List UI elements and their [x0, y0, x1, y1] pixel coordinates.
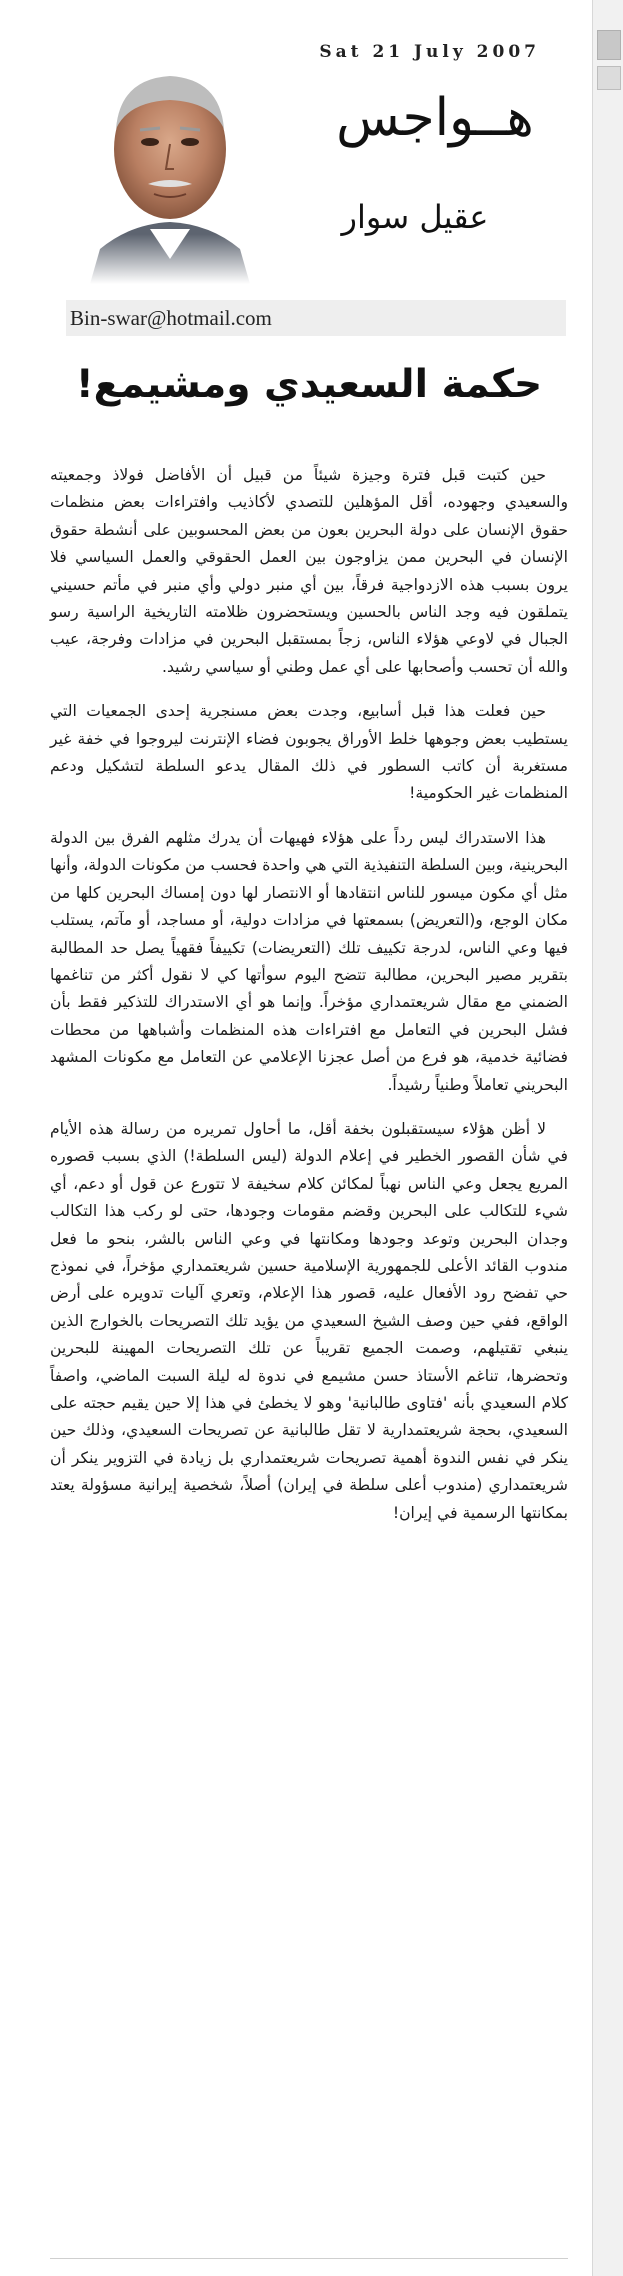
paragraph: لا أظن هؤلاء سيستقبلون بخفة أقل، ما أحاول تمريره من رسالة هذه الأيام في شأن القصور الخطير في إعلام الدولة (ليس السلطة!) الذي بسبب قصوره المريع يجعل وعي الناس نهباً لمكائن كلام سخيفة لا تتورع عن قول أو دعم، أي شيء للتكالب على البحرين وقضم مقومات وجودها، حتى لو ركب هذا التكالب وجدان البحرين وتوعد وجودها ومكانتها في وعي الناس بالشر، بنحو ما فعل مندوب القائد الأعلى للجمهورية الإسلامية حسين شريعتمداري مؤخراً، في نموذج حي تفضح رود الأفعال عليه، قصور هذا الإعلام، وتعري آليات تدويره على أرض الواقع، ففي حين وصف الشيخ السعيدي من يؤيد تلك التصريحات بالخوارج الذين ينبغي تقتيلهم، وصمت الجميع تقريباً عن تلك التصريحات المهينة للبحرين وتحضرها، تناغم الأستاذ حسن مشيمع في ندوة له ليلة السبت الماضي، واصفاً كلام السعيدي بأنه 'فتاوى طالبانية' وهو لا يخطئ في هذا إلا حين يقيم حجته على السعيدي، بحجة شريعتمدارية لا تقل طالبانية عن تصريحات السعيدي، وذلك حين ينكر في نفس الندوة أهمية تصريحات شريعتمداري بل زيادة في التزوير ينكر أن شريعتمداري (مندوب أعلى سلطة في إيران) أصلاً، شخصية إيرانية مسؤولة يعتد بمكانتها الرسمية في إيران!: [50, 1119, 568, 1522]
paragraph: حين كتبت قبل فترة وجيزة شيئاً من قبيل أن الأفاضل فولاذ وجمعيته والسعيدي وجهوده، أقل المؤهلين للتصدي لأكاذيب وافتراءات بعض منظمات حقوق الإنسان على دولة البحرين بعون من بعض المحسوبين على أنشطة حقوق الإنسان في البحرين ممن يزاوجون بين العمل الحقوقي والعمل السياسي فلا يرون بسبب هذه الازدواجية فرقاً، بين أي منبر دولي وأي منبر في مأتم حسيني يتملقون فيه وجد الناس بالحسين ويستحضرون ظلامته التاريخية الراسية رسو الجبال في لاوعي هؤلاء الناس، زجاً بمستقبل البحرين في مزادات وفرجة، عيب والله أن تحسب وأصحابها على أي عمل وطني أو سياسي رشيد.: [50, 466, 568, 676]
author-email[interactable]: Bin-swar@hotmail.com: [70, 306, 272, 330]
scroll-thumb[interactable]: [597, 30, 621, 60]
paragraph: هذا الاستدراك ليس رداً على هؤلاء فهيهات أن يدرك مثلهم الفرق بين الدولة البحرينية، وبين السلطة التنفيذية التي هي واحدة فحسب من مكونات الدولة، وأنها مثل أي مكون ميسور للناس انتقادها أو الانتصار لها دون إمساك البحرين كلها من مكان الوجع، و(التعريض) بسمعتها في مزادات دولية، أو مساجد، أو مآتم، يستلب فيها وعي الناس، لدرجة تكييف تلك (التعريضات) تكييفاً فقهياً يصل حد المطالبة بتقرير مصير البحرين، مطالبة تتضح اليوم سوأتها كي لا نقول أكثر من تناغمها الضمني مع مقال شريعتمداري مؤخراً. وإنما هو أي الاستدراك للتذكير فقط بأن فشل البحرين في التعامل مع افتراءات هذه المنظمات وأشباهها من محطات فضائية خدمية، هو فرع من أصل عجزنا الإعلامي عن التعامل مع مكونات المشهد البحريني تعاملاً وطنياً رشيداً.: [50, 828, 568, 1094]
publish-date: Sat 21 July 2007: [319, 42, 540, 62]
article-headline: حكمة السعيدي ومشيمع!: [75, 362, 543, 407]
paragraph: حين فعلت هذا قبل أسابيع، وجدت بعض مسنجرية إحدى الجمعيات التي يستطيب بعض وجوهها خلط الأوراق يجوبون فضاء الإنترنت ليروجوا في خفة غير مستغربة أن كاتب السطور في ذلك المقال يدعو السلطة لتشكيل ودعم المنظمات غير الحكومية!: [50, 702, 568, 803]
email-bar: [66, 300, 566, 336]
author-photo: [80, 44, 260, 284]
article: [50, 0, 568, 2276]
scroll-button[interactable]: [597, 66, 621, 90]
article-body: [50, 462, 568, 1544]
column-name: هــواجس: [336, 88, 534, 148]
divider: [50, 2258, 568, 2259]
author-name: عقيل سوار: [341, 198, 489, 236]
scrollbar[interactable]: [592, 0, 623, 2276]
